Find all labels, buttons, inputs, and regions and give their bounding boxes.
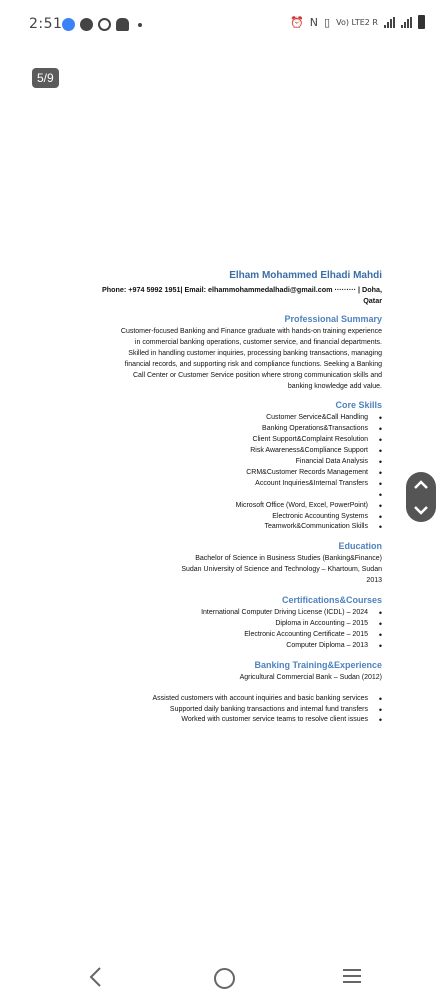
training-item: Assisted customers with account inquiries and basic banking services •	[60, 694, 382, 705]
summary-line: financial records, and supporting risk and compliance functions. Seeking a Banking	[124, 360, 382, 368]
system-nav-bar	[0, 958, 447, 1000]
network-label: Vo) LTE2 R	[336, 17, 378, 27]
training-list	[60, 694, 382, 727]
contact-line-1: Phone: +974 5992 1951| Email: elhammohammedalhadi@gmail.com ········· | Doha,	[101, 285, 382, 294]
summary-line: banking knowledge add value.	[287, 382, 382, 390]
training-org: Agricultural Commercial Bank – Sudan (2012)	[239, 673, 382, 681]
skill-item: Customer Service&Call Handling •	[60, 413, 382, 424]
education-line: 2013	[366, 577, 382, 585]
vibrate-icon: ▯	[324, 15, 331, 29]
training-item: Worked with customer service teams to resolve client issues •	[60, 715, 382, 726]
skill-item: Electronic Accounting Systems •	[60, 512, 382, 523]
skill-item: Financial Data Analysis •	[60, 457, 382, 468]
training-title: Banking Training&Experience	[254, 659, 382, 670]
contact-line-2: Qatar	[363, 296, 382, 305]
resume-page	[60, 270, 382, 726]
summary-title: Professional Summary	[284, 314, 382, 324]
skills-title: Core Skills	[335, 400, 382, 411]
education-line: Bachelor of Science in Business Studies (Banking&Finance)	[195, 555, 382, 563]
skill-item: Client Support&Complaint Resolution •	[60, 435, 382, 446]
battery-icon	[418, 15, 425, 29]
cert-item: International Computer Driving License (ICDL) – 2024 •	[60, 608, 382, 619]
cert-item: Computer Diploma – 2013 •	[60, 641, 382, 652]
certs-list	[60, 608, 382, 652]
summary-line: in commercial banking operations, customer service, and financial departments.	[134, 338, 382, 346]
home-icon[interactable]	[214, 968, 235, 989]
status-time: 2:51	[29, 16, 63, 32]
signal-icon	[384, 17, 395, 28]
messenger-icon	[80, 18, 93, 31]
signal-icon-2	[401, 17, 412, 28]
skill-item: Teamwork&Communication Skills •	[60, 522, 382, 533]
summary-line: Customer-focused Banking and Finance graduate with hands-on training experience	[120, 328, 382, 335]
resume-name: Elham Mohammed Elhadi Mahdi	[229, 270, 382, 281]
alarm-icon: ⏰	[290, 15, 304, 29]
chevron-down-icon[interactable]	[414, 502, 428, 518]
education-title: Education	[338, 541, 382, 552]
snapchat-icon	[116, 18, 129, 31]
cert-item: Electronic Accounting Certificate – 2015 •	[60, 630, 382, 641]
summary-paragraph	[60, 327, 382, 392]
skills-list	[60, 413, 382, 533]
page-nav-control[interactable]	[406, 472, 436, 522]
recent-apps-icon[interactable]	[343, 969, 361, 983]
skill-item: Microsoft Office (Word, Excel, PowerPoint) •	[60, 501, 382, 512]
messaging-icon	[62, 18, 75, 31]
summary-line: Skilled in handling customer inquiries, processing banking transactions, managing	[128, 349, 382, 357]
certs-title: Certifications&Courses	[281, 595, 382, 606]
training-item: Supported daily banking transactions and internal fund transfers •	[60, 705, 382, 716]
page-indicator: 5/9	[32, 68, 59, 88]
back-icon[interactable]	[88, 966, 102, 995]
dot-icon	[138, 23, 142, 27]
education-line: Sudan University of Science and Technology – Khartoum, Sudan	[181, 566, 382, 574]
whatsapp-icon	[98, 18, 111, 31]
notification-icons	[62, 18, 142, 31]
system-icons	[290, 15, 425, 29]
nfc-icon: N	[309, 15, 319, 29]
skill-item: Risk Awareness&Compliance Support •	[60, 446, 382, 457]
skill-item: CRM&Customer Records Management •	[60, 468, 382, 479]
status-bar	[0, 0, 447, 50]
skill-item	[60, 490, 382, 501]
chevron-up-icon[interactable]	[414, 477, 428, 493]
skill-item: Account Inquiries&Internal Transfers •	[60, 479, 382, 490]
summary-line: Call Center or Customer Service position where strong communication skills and	[133, 371, 382, 379]
cert-item: Diploma in Accounting – 2015 •	[60, 619, 382, 630]
skill-item: Banking Operations&Transactions •	[60, 424, 382, 435]
